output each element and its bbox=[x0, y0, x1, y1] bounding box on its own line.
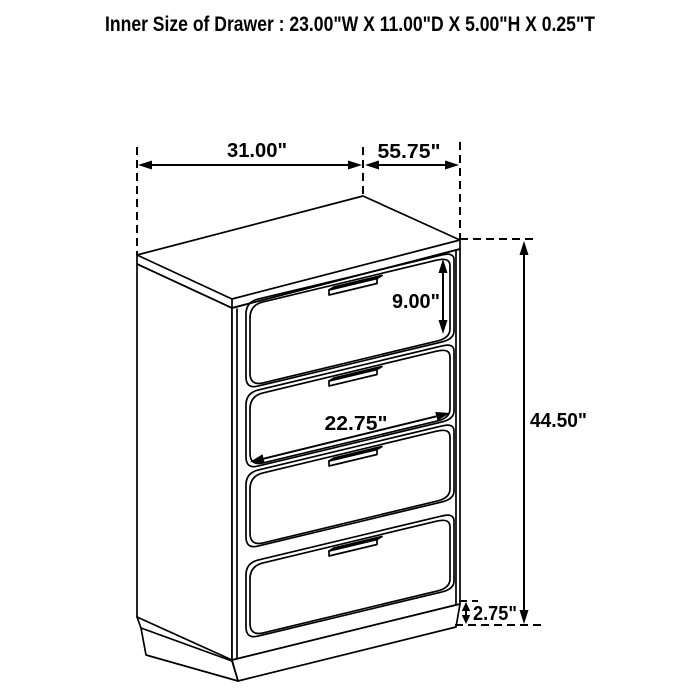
depth-label: 55.75" bbox=[377, 141, 441, 163]
chest-drawing bbox=[137, 196, 460, 681]
dimension-width bbox=[138, 140, 362, 170]
chest-side-panel bbox=[137, 264, 232, 660]
height-label: 44.50" bbox=[530, 410, 587, 432]
depth-arrowhead-right bbox=[445, 161, 459, 170]
drawer-height-label: 9.00" bbox=[392, 291, 440, 313]
height-arrowhead-up bbox=[520, 241, 529, 255]
height-arrowhead-down bbox=[520, 610, 529, 624]
base-arrowhead-down bbox=[462, 615, 470, 624]
dimension-depth bbox=[365, 141, 459, 170]
width-arrowhead-left bbox=[138, 161, 152, 170]
diagram-title: Inner Size of Drawer : 23.00"W X 11.00"D X 5.00"H X 0.25"T bbox=[105, 13, 596, 36]
width-label: 31.00" bbox=[227, 140, 287, 162]
dimension-height bbox=[520, 241, 588, 624]
base-label: 2.75" bbox=[473, 603, 517, 625]
base-arrowhead-up bbox=[462, 602, 470, 611]
width-arrowhead-right bbox=[348, 161, 362, 170]
dimension-base bbox=[462, 602, 517, 625]
drawer-width-label: 22.75" bbox=[324, 413, 388, 435]
